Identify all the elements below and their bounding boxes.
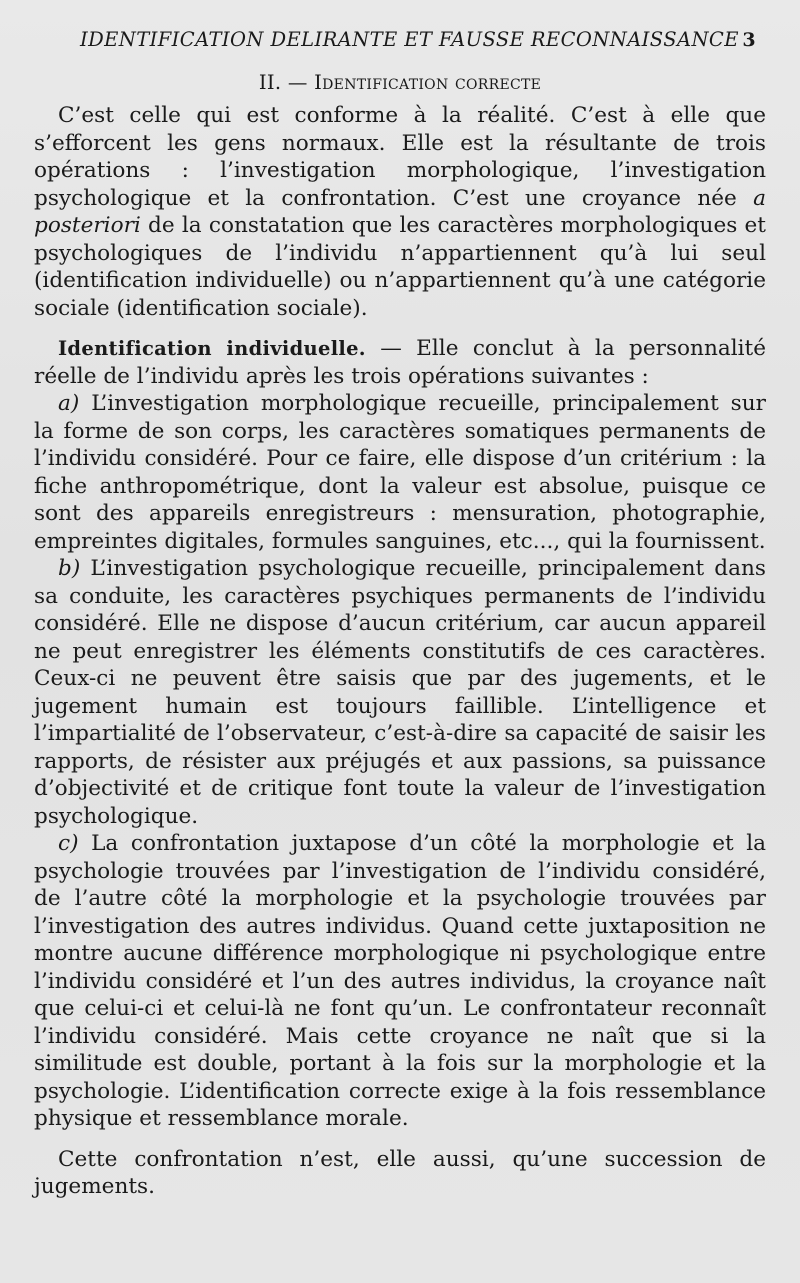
individual-identification-paragraph: [34, 335, 766, 390]
item-c-label: c): [58, 831, 79, 856]
closing-paragraph: Cette confrontation n’est, elle aussi, qu’une succession de jugements.: [34, 1146, 766, 1199]
item-a-text: L’investigation morphologique recueille, principalement sur la forme de son corps, les caractères somatiques permanents de l’individu considéré. Pour ce faire, elle dispose d’un critérium : la fiche anthropométrique, dont la valeur est absolue, puisque ce sont des appareils enregistreurs : mensuration, photographie, empreintes digitales, formules sanguines, etc..., qui la fournissent.: [34, 391, 766, 554]
intro-text-1: C’est celle qui est conforme à la réalité. C’est à elle que s’efforcent les gens normaux. Elle est la résultante de trois opérations : l’investigation morphologique, l’investigation psychologique et la confrontation. C’est une croyance née: [34, 103, 766, 211]
individual-identification-text: — Elle conclut à la personnalité réelle de l’individu après les trois opérations suivantes :: [34, 336, 766, 389]
running-title: IDENTIFICATION DELIRANTE ET FAUSSE RECONNAISSANCE: [80, 28, 739, 51]
running-head: [80, 28, 756, 51]
intro-paragraph: [34, 102, 766, 322]
item-b-text: L’investigation psychologique recueille, principalement dans sa conduite, les caractères psychiques permanents de l’individu considéré. Elle ne dispose d’aucun critérium, car aucun appareil ne peut enregistrer les éléments constitutifs de ces caractères. Ceux-ci ne peuvent être saisis que par des jugements, et le jugement humain est toujours faillible. L’intelligence et l’impartialité de l’observateur, c’est-à-dire sa capacité de saisir les rapports, de résister aux préjugés et aux passions, sa puissance d’objectivité et de critique font toute la valeur de l’investigation psychologique.: [34, 556, 766, 829]
section-number: II. —: [258, 71, 308, 94]
individual-identification-heading: Identification individuelle.: [58, 337, 366, 360]
page-number: 3: [742, 29, 756, 51]
section-heading: [34, 71, 766, 94]
item-c-text: La confrontation juxtapose d’un côté la morphologie et la psychologie trouvées par l’investigation de l’individu considéré, de l’autre côté la morphologie et la psychologie trouvées par l’investigation des autres individus. Quand cette juxtaposition ne montre aucune différence morphologique ni psychologique entre l’individu considéré et l’un des autres individus, la croyance naît que celui-ci et celui-là ne font qu’un. Le confrontateur reconnaît l’individu considéré. Mais cette croyance ne naît que si la similitude est double, portant à la fois sur la morphologie et la psychologie. L’identification correcte exige à la fois ressemblance physique et ressemblance morale.: [34, 831, 766, 1131]
item-b-paragraph: [34, 555, 766, 830]
intro-text-2: de la constatation que les caractères morphologiques et psychologiques de l’individu n’appartiennent qu’à lui seul (identification individuelle) ou n’appartiennent qu’à une catégorie sociale (identification sociale).: [34, 213, 766, 321]
item-a-paragraph: [34, 390, 766, 555]
item-c-paragraph: [34, 830, 766, 1133]
section-title: Identification correcte: [314, 71, 542, 94]
item-b-label: b): [58, 556, 81, 581]
item-a-label: a): [58, 391, 80, 416]
intro-emphasis: a posteriori: [34, 185, 766, 238]
